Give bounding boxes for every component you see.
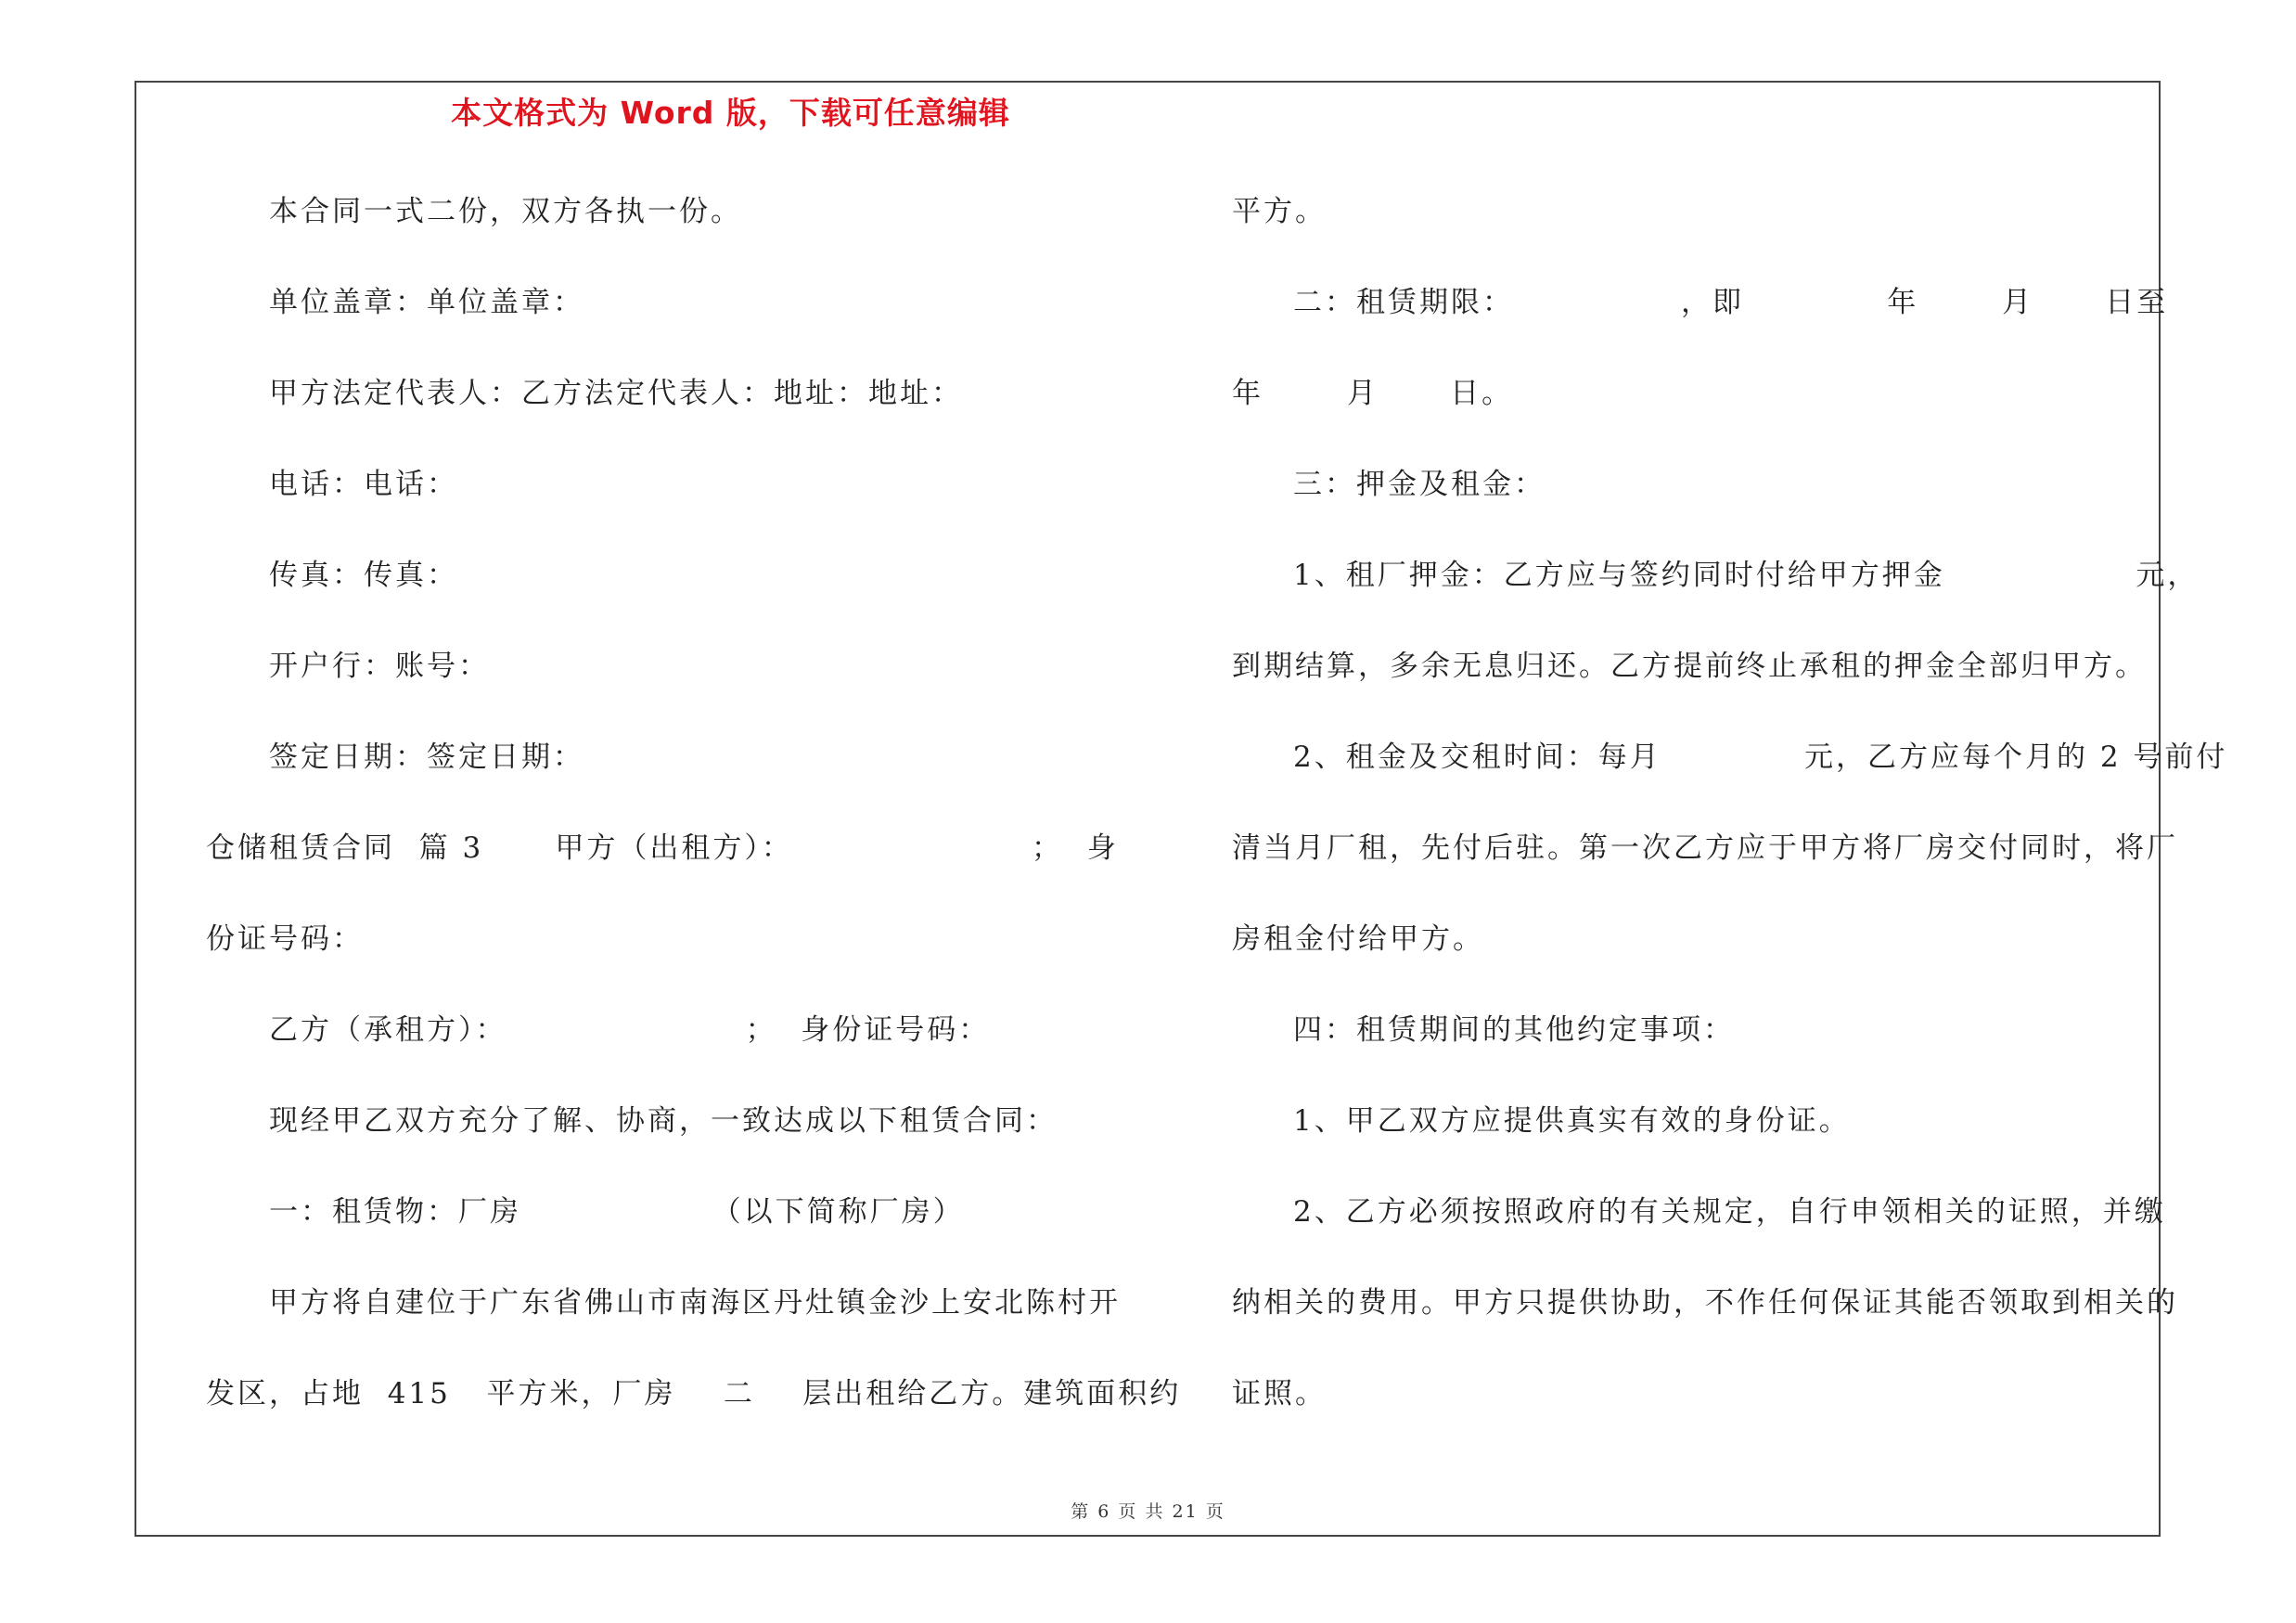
right-line-3: 年 月 日。 [1232, 377, 1514, 410]
left-line-4: 电话：电话： [269, 468, 458, 501]
left-line-2: 单位盖章：单位盖章： [269, 286, 584, 319]
left-line-3: 甲方法定代表人：乙方法定代表人：地址：地址： [269, 377, 963, 410]
right-line-5: 1、租厂押金：乙方应与签约同时付给甲方押金 元， [1293, 559, 2200, 592]
right-line-8: 清当月厂租，先付后驻。第一次乙方应于甲方将厂房交付同时，将厂 [1232, 831, 2178, 865]
right-line-10: 四：租赁期间的其他约定事项： [1293, 1013, 1735, 1047]
header-banner: 本文格式为 Word 版，下载可任意编辑 [451, 95, 1010, 131]
right-line-9: 房租金付给甲方。 [1232, 922, 1484, 956]
right-line-6: 到期结算，多余无息归还。乙方提前终止承租的押金全部归甲方。 [1232, 650, 2147, 683]
left-line-1: 本合同一式二份，双方各执一份。 [269, 195, 742, 228]
left-line-7: 签定日期：签定日期： [269, 741, 584, 774]
page-number: 第 6 页 共 21 页 [1071, 1501, 1225, 1522]
right-line-2: 二：租赁期限： ，即 年 月 日至 [1293, 286, 2169, 319]
right-line-13: 纳相关的费用。甲方只提供协助，不作任何保证其能否领取到相关的 [1232, 1286, 2178, 1320]
left-line-8: 仓储租赁合同 篇 3 甲方（出租方）： ； 身 [206, 831, 1119, 865]
right-line-4: 三：押金及租金： [1293, 468, 1546, 501]
left-line-9: 份证号码： [206, 922, 364, 956]
left-line-14: 发区，占地 415 平方米，厂房 二 层出租给乙方。建筑面积约 [206, 1377, 1182, 1410]
left-line-11: 现经甲乙双方充分了解、协商，一致达成以下租赁合同： [269, 1104, 1058, 1138]
right-line-1: 平方。 [1232, 195, 1327, 228]
left-line-10: 乙方（承租方）： ； 身份证号码： [269, 1013, 991, 1047]
right-line-14: 证照。 [1232, 1377, 1327, 1410]
right-line-11: 1、甲乙双方应提供真实有效的身份证。 [1293, 1104, 1851, 1138]
left-line-6: 开户行：账号： [269, 650, 490, 683]
right-line-12: 2、乙方必须按照政府的有关规定，自行申领相关的证照，并缴 [1293, 1195, 2166, 1229]
right-line-7: 2、租金及交租时间：每月 元，乙方应每个月的 2 号前付 [1293, 741, 2228, 774]
left-line-13: 甲方将自建位于广东省佛山市南海区丹灶镇金沙上安北陈村开 [269, 1286, 1121, 1320]
left-line-12: 一：租赁物：厂房 （以下简称厂房） [269, 1195, 965, 1229]
left-line-5: 传真：传真： [269, 559, 458, 592]
